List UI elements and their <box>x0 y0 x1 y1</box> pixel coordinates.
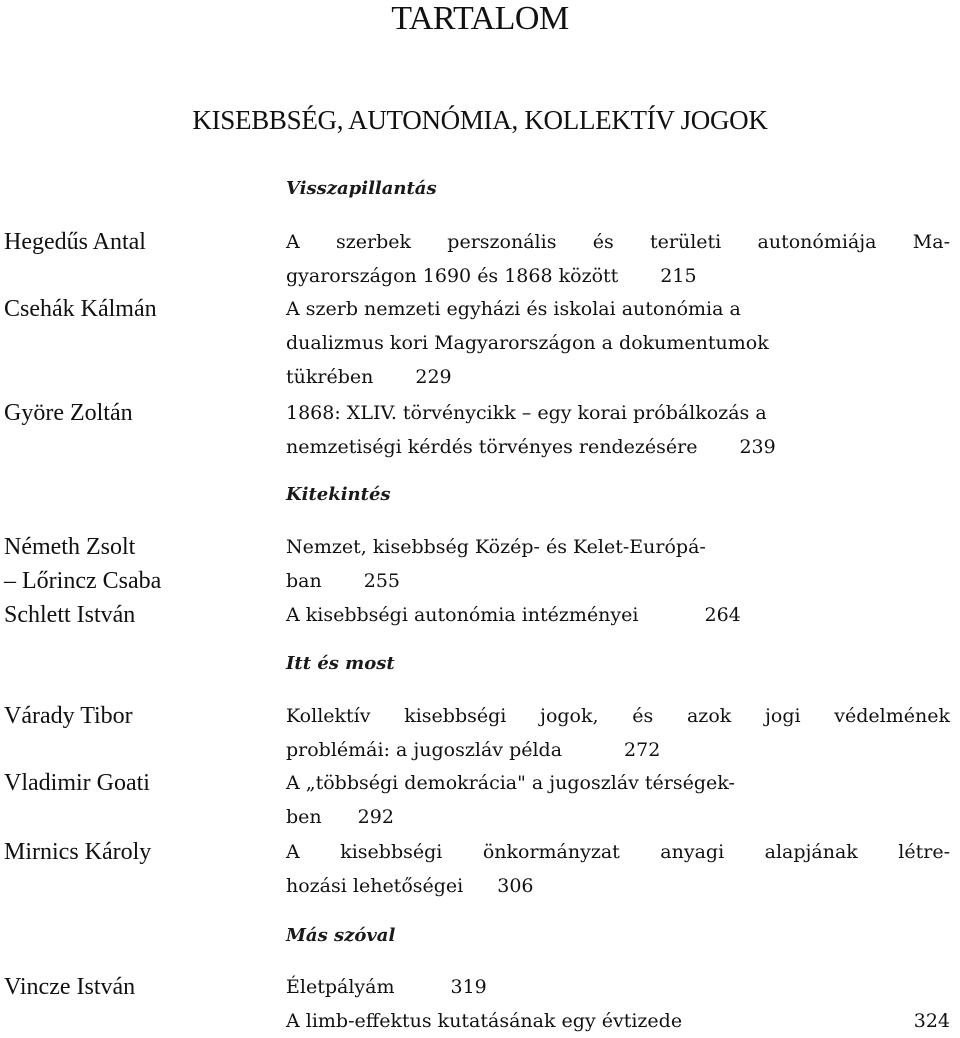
entry-title-line: A kisebbségi önkormányzat anyagi alapjának létre- <box>286 841 950 863</box>
entry-title-line: problémái: a jugoszláv példa 272 <box>286 733 950 767</box>
entry-title-line: nemzetiségi kérdés törvényes rendezésére 239 <box>286 430 950 464</box>
entry-title-line: Nemzet, kisebbség Közép- és Kelet-Európá- <box>286 536 706 558</box>
page-number: 319 <box>450 976 487 998</box>
toc-entry <box>286 530 950 598</box>
page-number: 272 <box>624 739 661 761</box>
page-title: TARTALOM <box>391 0 569 37</box>
group-heading: Más szóval <box>286 925 396 946</box>
entry-title-line: dualizmus kori Magyarországon a dokumentumok <box>286 332 769 354</box>
toc-entry <box>286 766 950 834</box>
entry-coauthor: – Lőrincz Csaba <box>4 568 162 594</box>
toc-entry <box>286 835 950 903</box>
entry-title-line: Kollektív kisebbségi jogok, és azok jogi védelmének <box>286 705 950 727</box>
entry-author: Csehák Kálmán <box>4 296 157 322</box>
toc-entry <box>286 1004 950 1038</box>
entry-title-line: A szerbek perszonális és területi autonómiája Ma- <box>286 231 950 253</box>
page-number: 264 <box>704 604 741 626</box>
entry-title-line: ban 255 <box>286 564 950 598</box>
entry-author: Vincze István <box>4 974 136 1000</box>
entry-title-line: A kisebbségi autonómia intézményei 264 <box>286 598 950 632</box>
page-number: 292 <box>357 806 394 828</box>
entry-author: Vladimir Goati <box>4 770 150 796</box>
page-number: 239 <box>739 436 776 458</box>
entry-author: Várady Tibor <box>4 703 133 729</box>
entry-author: Györe Zoltán <box>4 400 133 426</box>
page-number: 255 <box>363 570 400 592</box>
entry-title-line: A limb-effektus kutatásának egy évtizede 324 <box>286 1004 950 1038</box>
entry-title-line: 1868: XLIV. törvénycikk – egy korai próbálkozás a <box>286 402 767 424</box>
page-number: 324 <box>913 1010 950 1032</box>
entry-author: Hegedűs Antal <box>4 229 146 255</box>
toc-entry <box>286 970 950 1004</box>
entry-author: Mirnics Károly <box>4 839 152 865</box>
toc-entry <box>286 598 950 632</box>
group-heading: Itt és most <box>286 653 395 674</box>
page-number: 306 <box>497 875 534 897</box>
toc-entry <box>286 292 950 394</box>
entry-title-line: hozási lehetőségei 306 <box>286 869 950 903</box>
toc-entry <box>286 225 950 293</box>
section-title: KISEBBSÉG, AUTONÓMIA, KOLLEKTÍV JOGOK <box>192 105 768 135</box>
toc-entry <box>286 699 950 767</box>
group-heading: Kitekintés <box>286 484 391 505</box>
entry-author: Schlett István <box>4 602 136 628</box>
entry-author: Németh Zsolt <box>4 534 136 560</box>
entry-title-line: gyarországon 1690 és 1868 között 215 <box>286 259 950 293</box>
page-number: 229 <box>415 366 452 388</box>
entry-title-line: A szerb nemzeti egyházi és iskolai autonómia a <box>286 298 741 320</box>
toc-entry <box>286 396 950 464</box>
entry-title-line: tükrében 229 <box>286 360 950 394</box>
group-heading: Visszapillantás <box>286 178 437 199</box>
entry-title-line: A „többségi demokrácia" a jugoszláv térségek- <box>286 772 735 794</box>
entry-title-line: ben 292 <box>286 800 950 834</box>
page-number: 215 <box>660 265 697 287</box>
entry-title-line: Életpályám 319 <box>286 970 950 1004</box>
